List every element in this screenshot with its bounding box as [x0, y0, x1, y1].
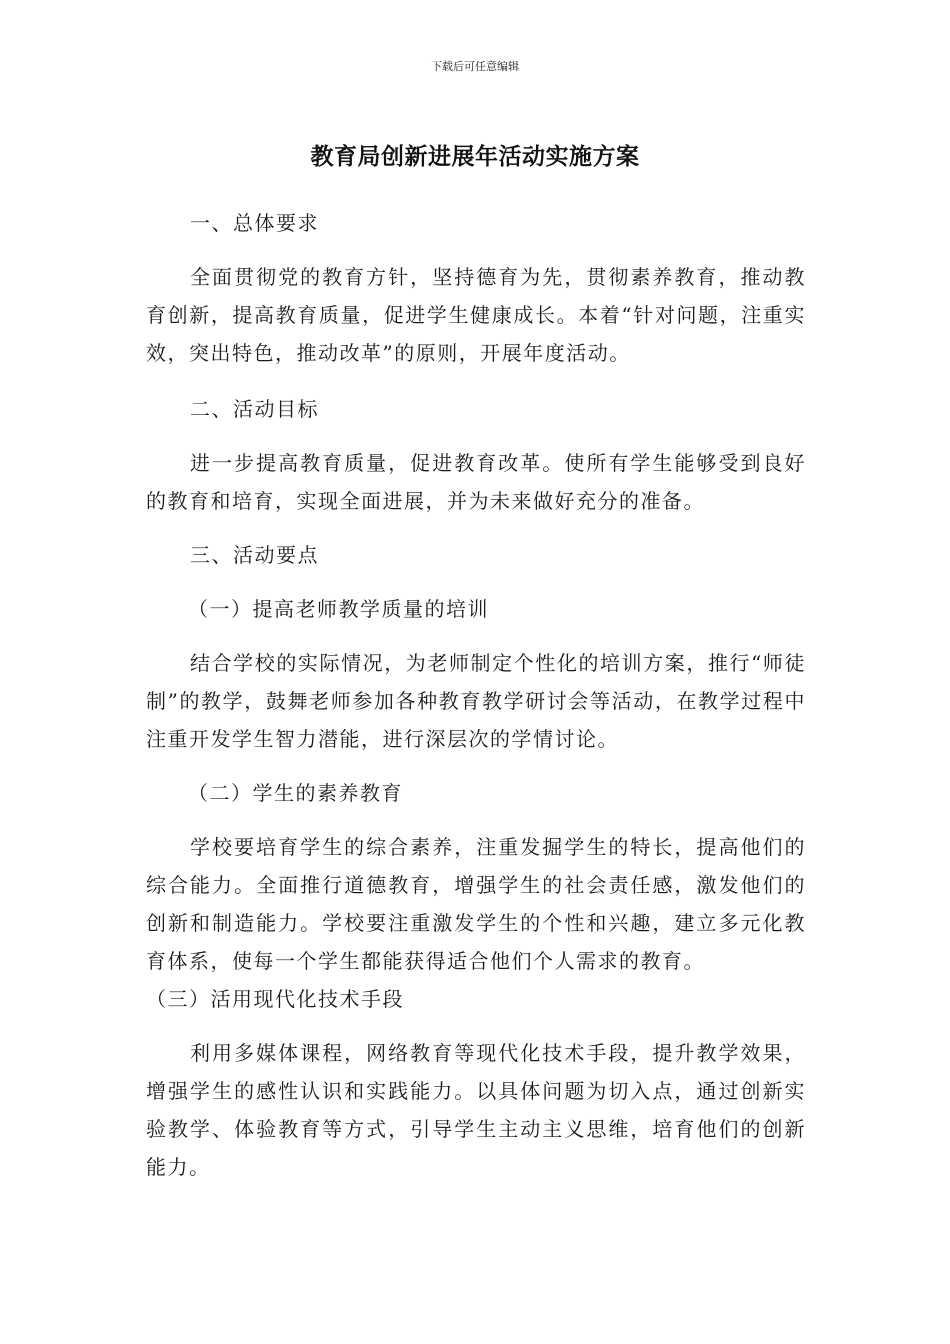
section-heading-activity-points: 三、活动要点: [190, 543, 319, 567]
subsection-heading-teacher-training: （一）提高老师教学质量的培训: [188, 597, 489, 621]
paragraph-modern-technology: 利用多媒体课程，网络教育等现代化技术手段，提升教学效果，增强学生的感性认识和实践能力。以具体问题为切入点，通过创新实验教学、体验教育等方式，引导学生主动主义思维，培育他们的创新能力。: [146, 1041, 806, 1179]
section-heading-activity-goals: 二、活动目标: [190, 397, 319, 421]
paragraph-teacher-training: 结合学校的实际情况，为老师制定个性化的培训方案，推行“师徒制”的教学，鼓舞老师参加各种教育教学研讨会等活动，在教学过程中注重开发学生智力潜能，进行深层次的学情讨论。: [146, 651, 806, 751]
paragraph-general-requirements: 全面贯彻党的教育方针，坚持德育为先，贯彻素养教育，推动教育创新，提高教育质量，促进学生健康成长。本着“针对问题，注重实效，突出特色，推动改革”的原则，开展年度活动。: [146, 265, 806, 365]
document-title: 教育局创新进展年活动实施方案: [310, 144, 640, 170]
header-note: 下载后可任意编辑: [431, 60, 519, 73]
subsection-heading-student-quality: （二）学生的素养教育: [188, 781, 403, 805]
paragraph-activity-goals: 进一步提高教育质量，促进教育改革。使所有学生能够受到良好的教育和培育，实现全面进展，并为未来做好充分的准备。: [146, 451, 806, 513]
subsection-heading-modern-technology: （三）活用现代化技术手段: [146, 987, 404, 1011]
section-heading-general-requirements: 一、总体要求: [190, 211, 319, 235]
paragraph-student-quality: 学校要培育学生的综合素养，注重发掘学生的特长，提高他们的综合能力。全面推行道德教育，增强学生的社会责任感，激发他们的创新和制造能力。学校要注重激发学生的个性和兴趣，建立多元化教育体系，使每一个学生都能获得适合他们个人需求的教育。: [146, 835, 806, 973]
